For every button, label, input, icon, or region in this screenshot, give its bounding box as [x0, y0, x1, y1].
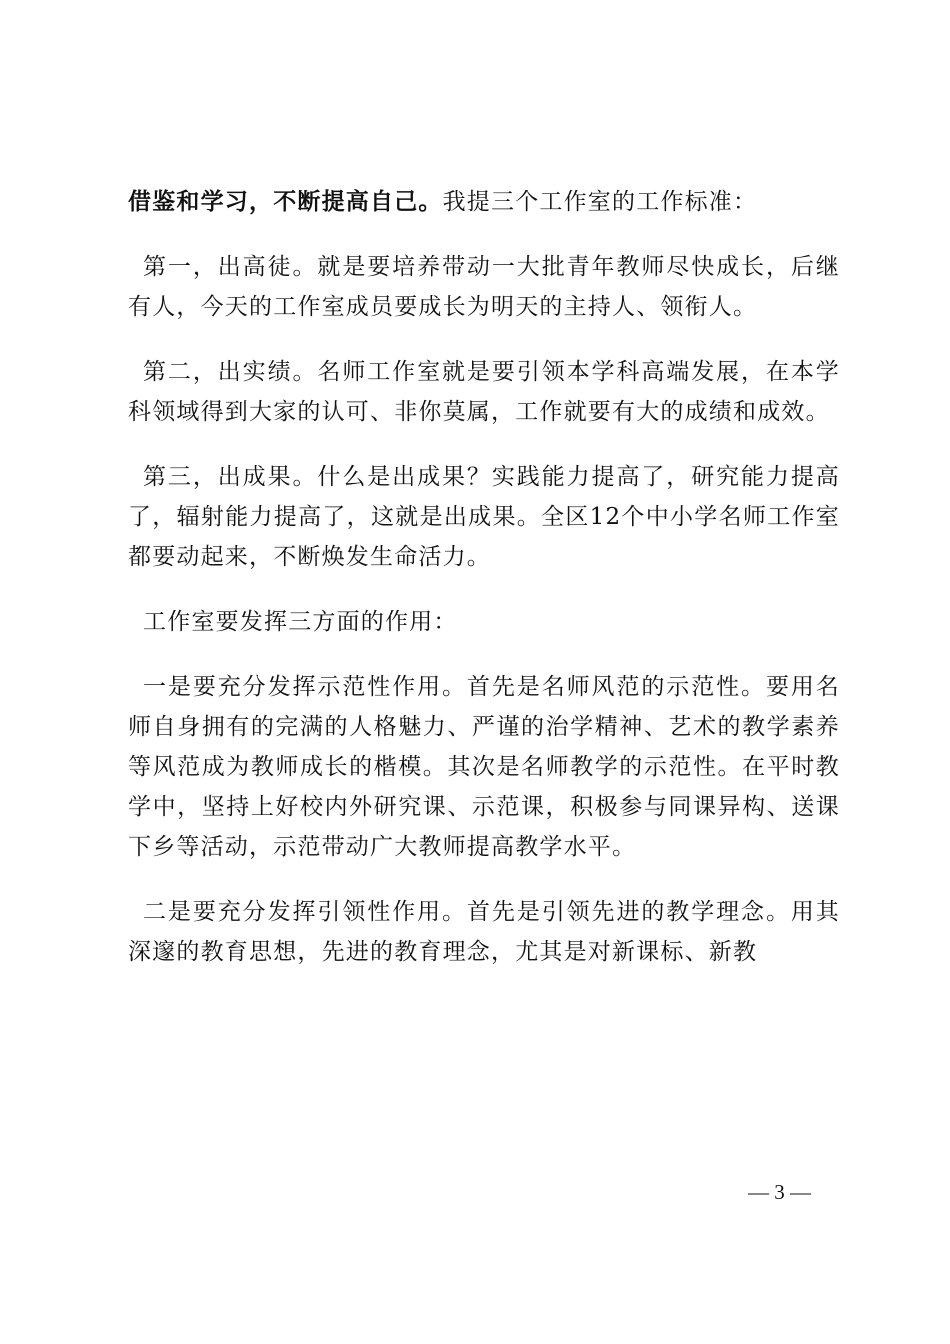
- page-number: — 3 —: [748, 1180, 811, 1204]
- document-body: [128, 182, 840, 997]
- bold-lead-text: 借鉴和学习，不断提高自己。: [128, 189, 443, 215]
- paragraph-6: 一是要充分发挥示范性作用。首先是名师风范的示范性。要用名师自身拥有的完满的人格魅力、严谨的治学精神、艺术的教学素养等风范成为教师成长的楷模。其次是名师教学的示范性。在平时教学中，坚持上好校内外研究课、示范课，积极参与同课异构、送课下乡等活动，示范带动广大教师提高教学水平。: [128, 674, 840, 860]
- paragraph-text: 我提三个工作室的工作标准：: [442, 189, 758, 215]
- paragraph-7: 二是要充分发挥引领性作用。首先是引领先进的教学理念。用其深邃的教育思想，先进的教育理念，尤其是对新课标、新教: [128, 899, 840, 965]
- paragraph-5: 工作室要发挥三方面的作用：: [143, 609, 458, 635]
- paragraph-3: 第二，出实绩。名师工作室就是要引领本学科高端发展，在本学科领域得到大家的认可、非你莫属，工作就要有大的成绩和成效。: [128, 359, 840, 425]
- paragraph-2: 第一，出高徒。就是要培养带动一大批青年教师尽快成长，后继有人，今天的工作室成员要成长为明天的主持人、领衔人。: [128, 254, 840, 320]
- paragraph-4: 第三，出成果。什么是出成果？实践能力提高了，研究能力提高了，辐射能力提高了，这就是出成果。全区12个中小学名师工作室都要动起来，不断焕发生命活力。: [128, 464, 840, 570]
- paragraph-1: [128, 182, 840, 222]
